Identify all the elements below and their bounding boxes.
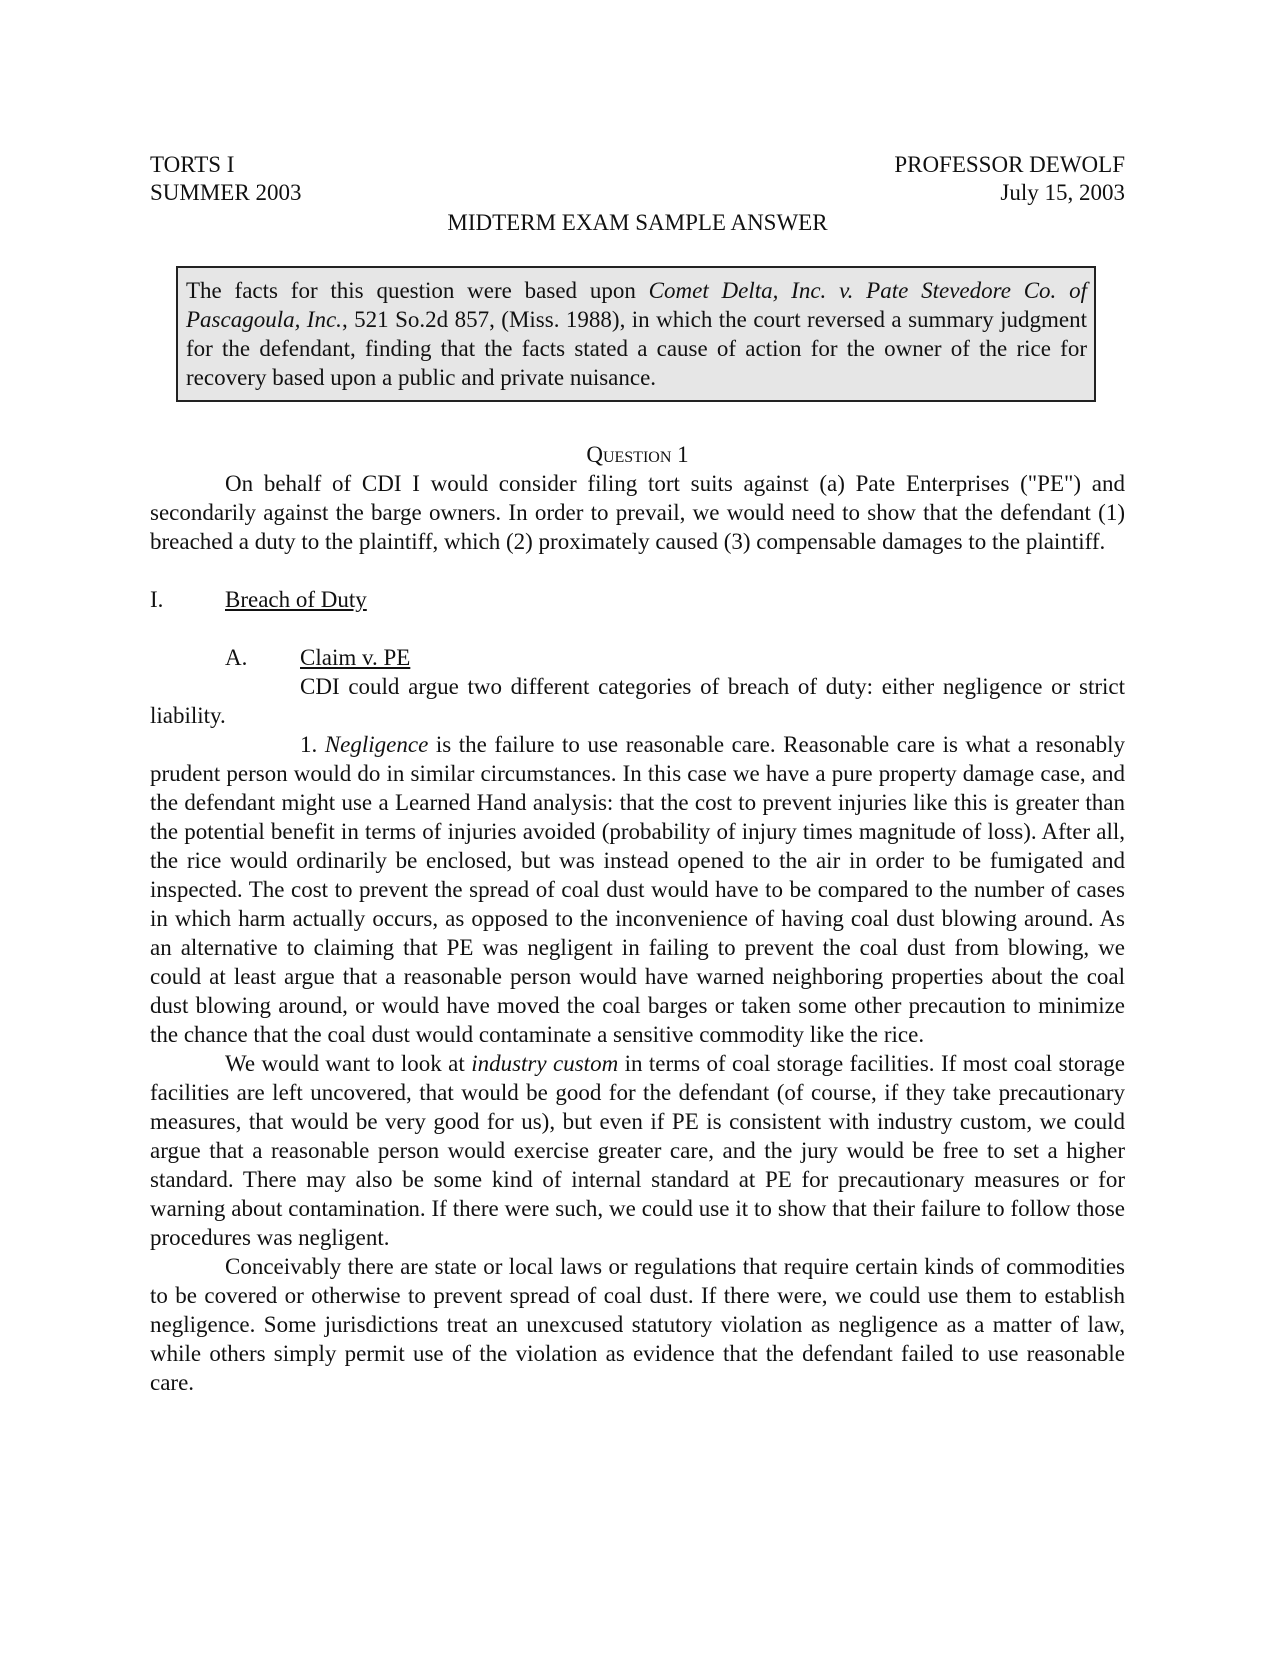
document-title: MIDTERM EXAM SAMPLE ANSWER xyxy=(447,210,828,235)
categories-paragraph: CDI could argue two different categories of breach of duty: either negligence or strict liability. xyxy=(150,674,1125,728)
case-citation: Comet Delta, Inc. v. Pate Stevedore Co. of Pascagoula, Inc. xyxy=(186,278,1088,332)
statutes-paragraph: Conceivably there are state or local laws or regulations that require certain kinds of commodities to be covered or otherwise to prevent spread of coal dust. If there were, we could use them to establish negligence. Some jurisdictions treat an unexcused statutory violation as negligence as a matter of law, while others simply permit use of the violation as evidence that the defendant failed to use reasonable care. xyxy=(150,1254,1125,1395)
answer-body xyxy=(150,440,1125,1397)
industry-custom-term: industry custom xyxy=(471,1051,619,1076)
course-title: TORTS I xyxy=(150,152,235,177)
professor-header xyxy=(894,151,1125,207)
negligence-term: Negligence xyxy=(324,732,429,757)
course-header xyxy=(150,151,301,207)
question-heading: Question 1 xyxy=(586,442,689,467)
facts-note-box: The facts for this question were based upon Comet Delta, Inc. v. Pate Stevedore Co. of Pascagoula, Inc., 521 So.2d 857, (Miss. 1988), in which the court reversed a summary judgment for the defendant, finding that the facts stated a cause of action for the owner of the rice for recovery based upon a public and private nuisance. xyxy=(176,266,1096,402)
negligence-paragraph: 1. Negligence is the failure to use reasonable care. Reasonable care is what a resonably prudent person would do in similar circumstances. In this case we have a pure property damage case, and the defendant might use a Learned Hand analysis: that the cost to prevent injuries like this is greater than the potential benefit in terms of injuries avoided (probability of injury times magnitude of loss). After all, the rice would ordinarily be enclosed, but was instead opened to the air in order to be fumigated and inspected. The cost to prevent the spread of coal dust would have to be compared to the number of cases in which harm actually occurs, as opposed to the inconvenience of having coal dust blowing around. As an alternative to claiming that PE was negligent in failing to prevent the coal dust from blowing, we could at least argue that a reasonable person would have warned neighboring properties about the coal dust blowing around, or would have moved the coal barges or taken some other precaution to minimize the chance that the coal dust would contaminate a sensitive commodity like the rice. xyxy=(150,732,1126,1047)
section-heading-breach-of-duty: I. Breach of Duty xyxy=(150,587,367,612)
intro-paragraph: On behalf of CDI I would consider filing tort suits against (a) Pate Enterprises ("PE") and secondarily against the barge owners. In order to prevail, we would need to show that the defendant (1) breached a duty to the plaintiff, which (2) proximately caused (3) compensable damages to the plaintiff. xyxy=(150,471,1125,554)
exam-date: July 15, 2003 xyxy=(1000,180,1125,205)
professor-name: PROFESSOR DEWOLF xyxy=(894,152,1125,177)
subsection-heading-claim-v-pe: A. Claim v. PE xyxy=(225,645,411,670)
industry-custom-paragraph: We would want to look at industry custom in terms of coal storage facilities. If most coal storage facilities are left uncovered, that would be good for the defendant (of course, if they take precautionary measures, that would be very good for us), but even if PE is consistent with industry custom, we could argue that a reasonable person would exercise greater care, and the jury would be free to set a higher standard. There may also be some kind of internal standard at PE for precautionary measures or for warning about contamination. If there were such, we could use it to show that their failure to follow those procedures was negligent. xyxy=(150,1051,1125,1250)
course-term: SUMMER 2003 xyxy=(150,180,302,205)
